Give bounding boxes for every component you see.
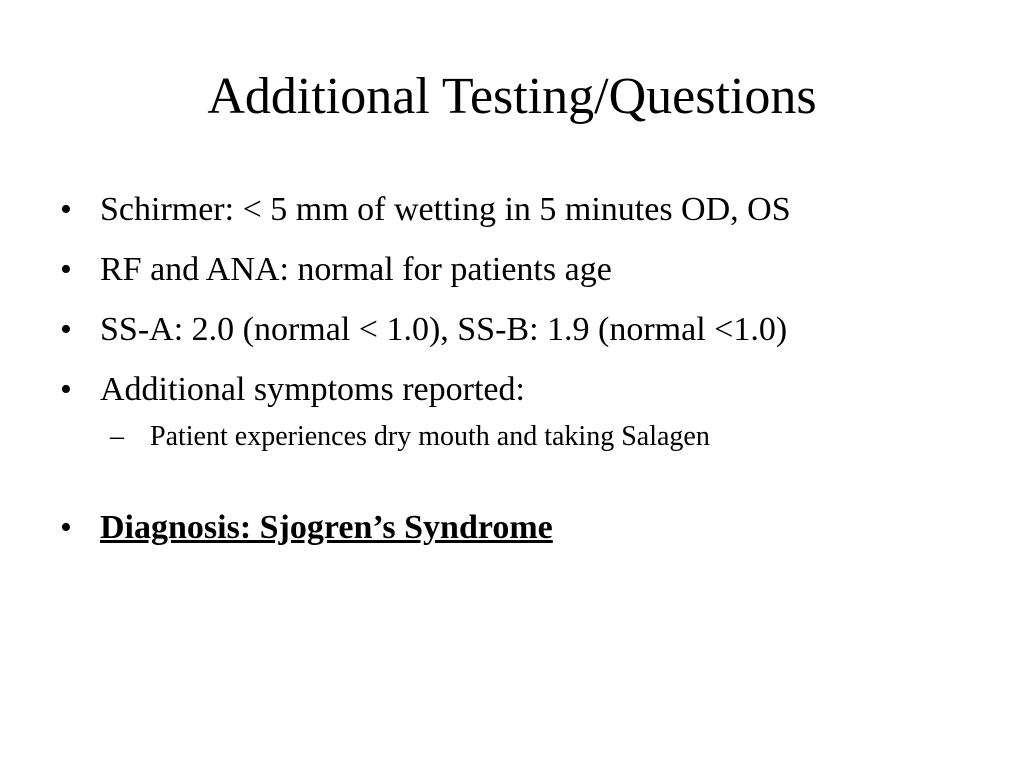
bullet-text: Schirmer: < 5 mm of wetting in 5 minutes OD, OS	[100, 191, 791, 228]
bullet-marker: •	[60, 191, 72, 228]
bullet-marker: •	[60, 371, 72, 408]
bullet-item-diagnosis	[60, 506, 970, 550]
bullet-item	[60, 368, 970, 412]
sub-bullet-marker: –	[110, 421, 124, 452]
bullet-text: RF and ANA: normal for patients age	[100, 251, 612, 288]
diagnosis-text: Diagnosis: Sjogren’s Syndrome	[100, 509, 553, 546]
bullet-marker: •	[60, 251, 72, 288]
bullet-list	[60, 188, 970, 566]
bullet-item	[60, 248, 970, 292]
slide-title: Additional Testing/Questions	[207, 68, 817, 125]
bullet-text: SS-A: 2.0 (normal < 1.0), SS-B: 1.9 (normal <1.0)	[100, 311, 788, 348]
bullet-marker: •	[60, 311, 72, 348]
bullet-item	[60, 308, 970, 352]
bullet-item	[60, 188, 970, 232]
sub-bullet-text: Patient experiences dry mouth and taking Salagen	[150, 421, 710, 452]
bullet-marker: •	[60, 509, 72, 546]
bullet-text: Additional symptoms reported:	[100, 371, 525, 408]
sub-bullet-item	[60, 418, 970, 456]
